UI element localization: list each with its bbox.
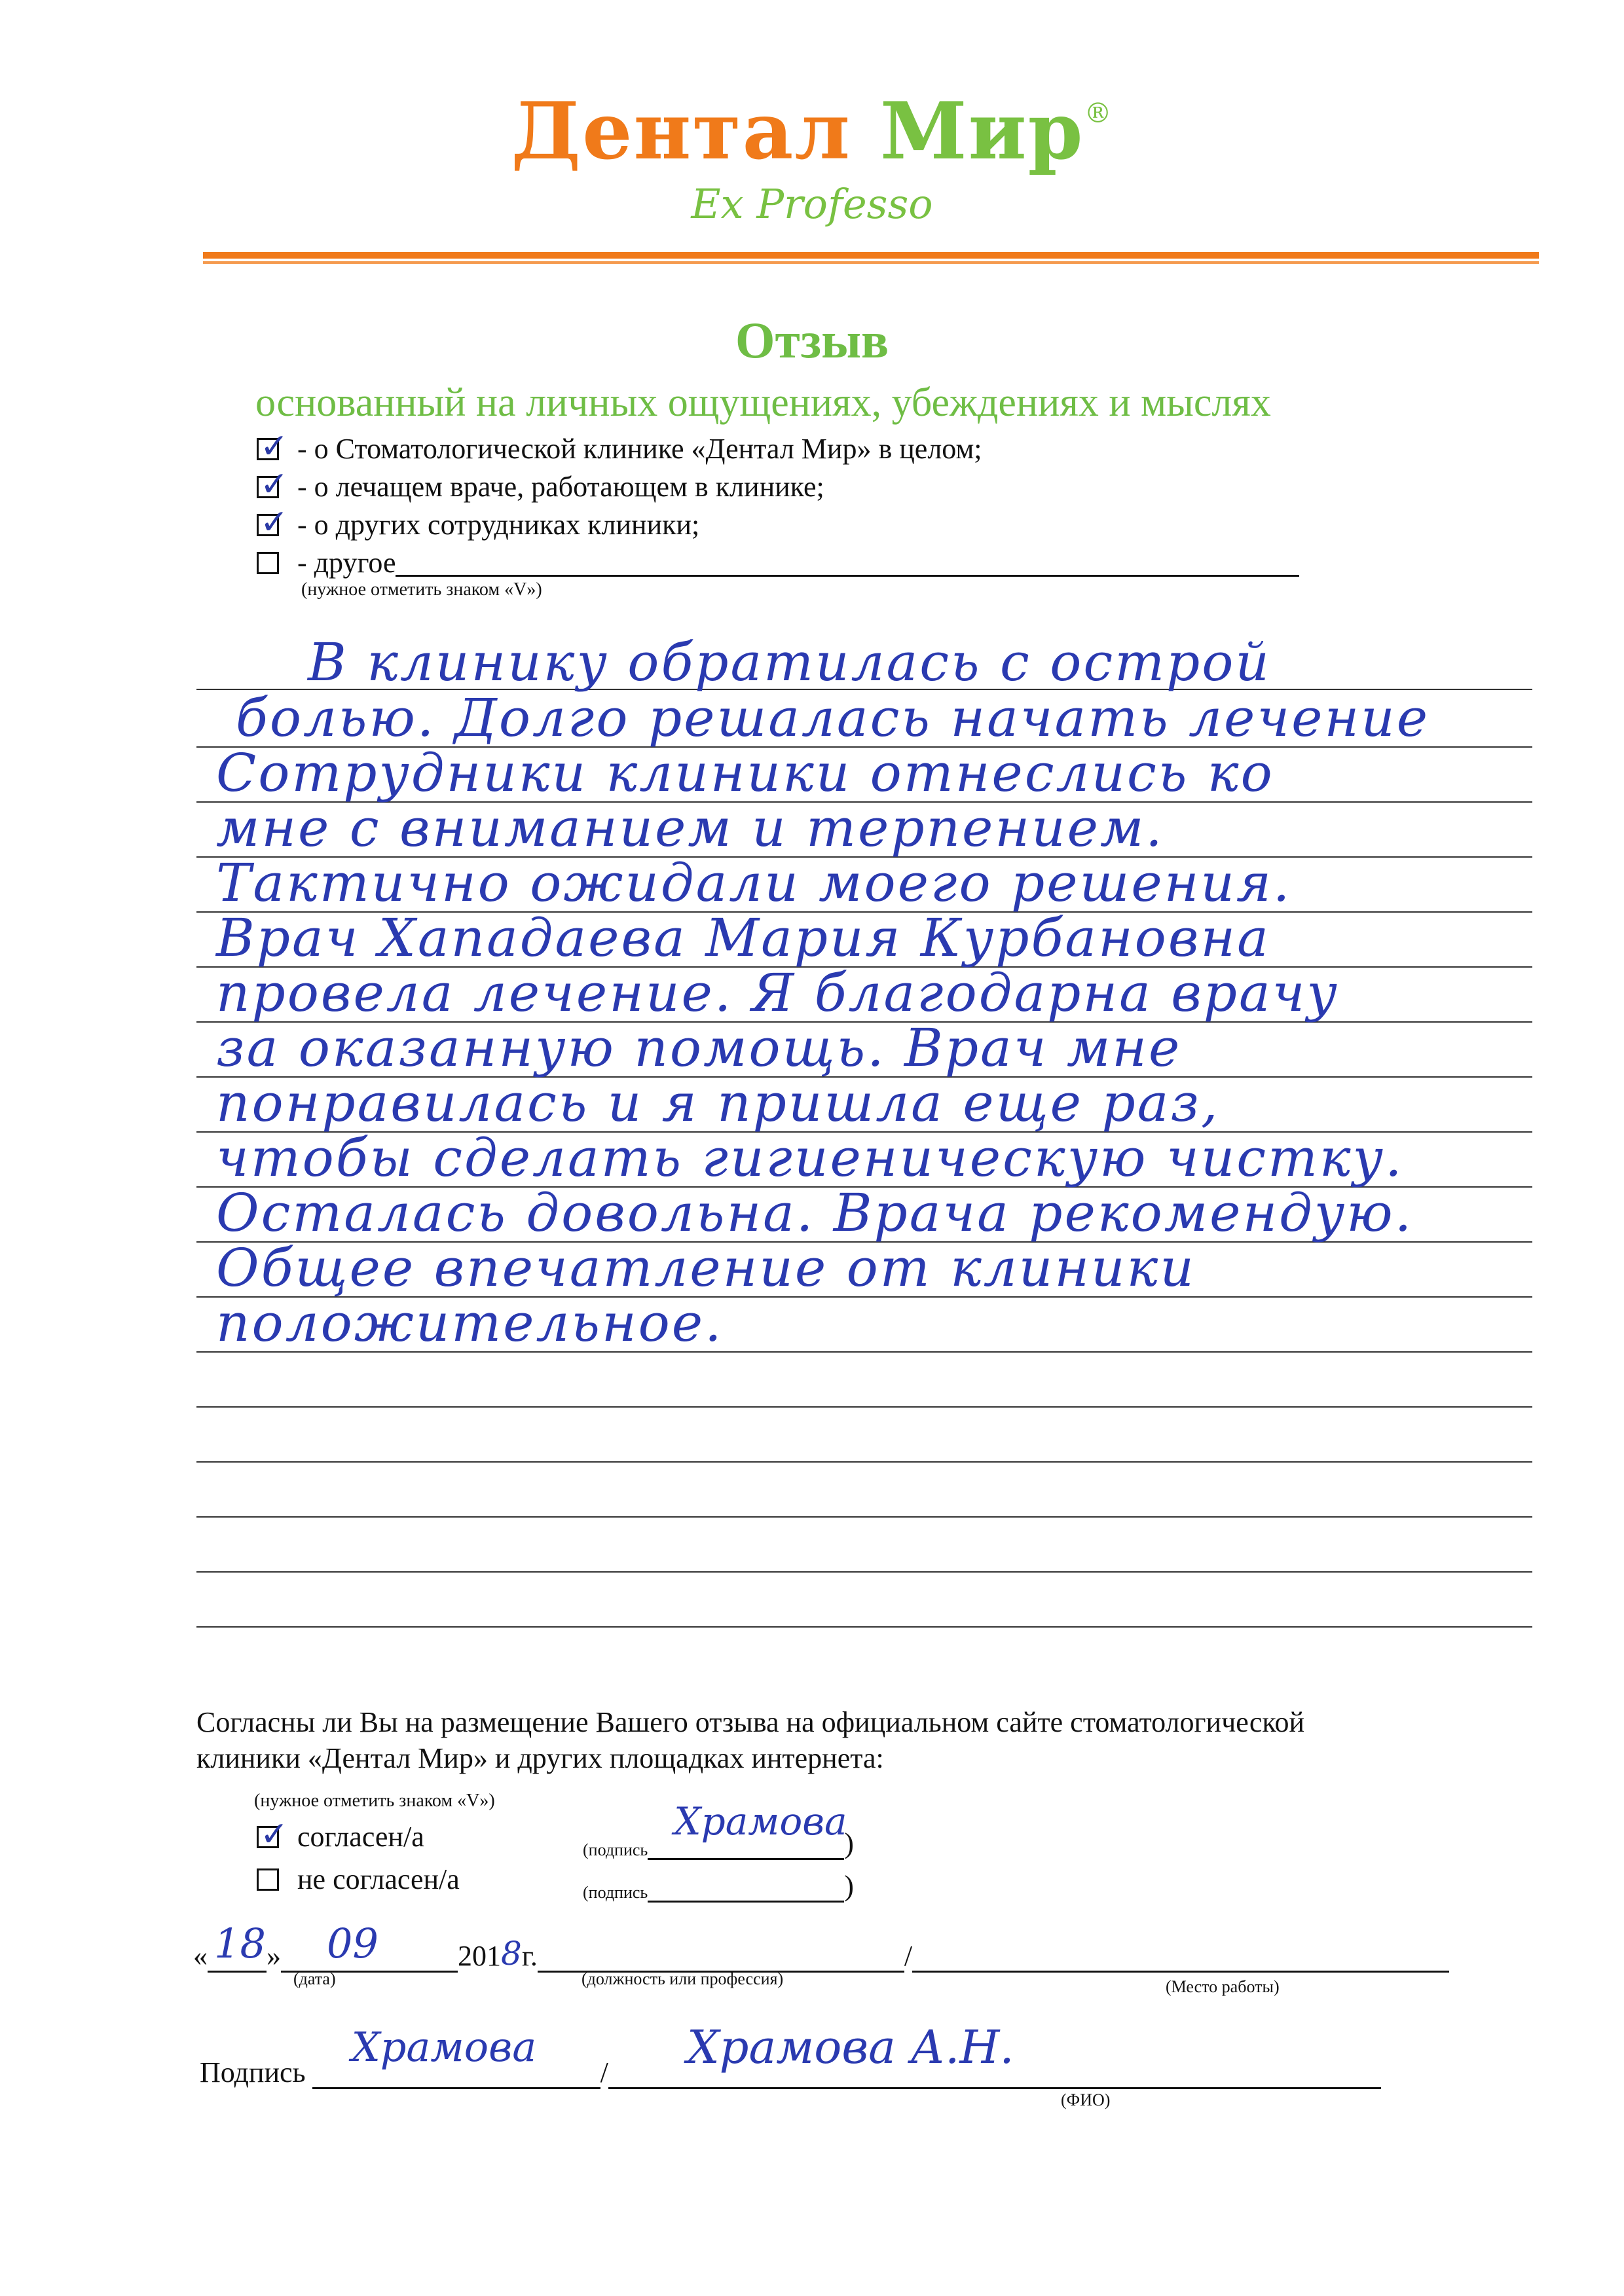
checkmark-icon: ✓ bbox=[260, 502, 289, 542]
handwritten-signature: Храмова bbox=[351, 2023, 537, 2071]
checkmark-icon: ✓ bbox=[260, 426, 289, 466]
ruled-line bbox=[196, 1626, 1532, 1628]
review-line: болью. Долго решалась начать лечение bbox=[236, 687, 1430, 748]
fio-caption: (ФИО) bbox=[1061, 2090, 1111, 2109]
disagree-checkbox[interactable] bbox=[257, 1868, 279, 1891]
date-row bbox=[193, 1920, 1449, 1973]
review-line: провела лечение. Я благодарна врачу bbox=[216, 962, 1339, 1023]
ruled-line bbox=[196, 1571, 1532, 1573]
fio-field[interactable] bbox=[608, 2020, 1381, 2089]
profession-field[interactable] bbox=[538, 1944, 904, 1973]
option-clinic bbox=[257, 426, 982, 466]
date-month-field[interactable] bbox=[281, 1920, 458, 1973]
workplace-field[interactable] bbox=[912, 1944, 1449, 1973]
review-line: за оказанную помощь. Врач мне bbox=[216, 1017, 1182, 1078]
year-digit: 8 bbox=[501, 1935, 522, 1973]
option-doctor-label: - о лечащем враче, работающем в клинике; bbox=[297, 471, 824, 503]
quote-open: « bbox=[193, 1940, 208, 1972]
option-staff-checkbox[interactable] bbox=[257, 502, 289, 542]
logo-word-left: Дентал bbox=[511, 85, 852, 177]
agree-signature: Храмова bbox=[674, 1799, 847, 1844]
checkmark-icon: ✓ bbox=[260, 1814, 289, 1854]
signature-row bbox=[200, 2020, 1381, 2089]
fio-value: Храмова А.Н. bbox=[686, 2020, 1014, 2074]
review-line: Сотрудники клиники отнеслись ко bbox=[216, 742, 1274, 803]
option-other-checkbox[interactable] bbox=[257, 552, 279, 574]
year-suffix: г. bbox=[521, 1940, 538, 1972]
signature-caption: (подпись bbox=[583, 1883, 648, 1902]
option-doctor bbox=[257, 464, 824, 504]
signature-caption: (подпись bbox=[583, 1840, 648, 1859]
review-line: В клинику обратилась с острой bbox=[308, 632, 1271, 693]
brand-logo bbox=[0, 85, 1624, 177]
form-title: Отзыв bbox=[735, 312, 889, 369]
sign-field[interactable] bbox=[312, 2023, 600, 2089]
review-line: положительное. bbox=[216, 1292, 724, 1353]
consent-question-line2: клиники «Дентал Мир» и других площадках интернета: bbox=[196, 1742, 884, 1774]
registered-mark: ® bbox=[1084, 97, 1113, 129]
header-divider bbox=[203, 252, 1539, 259]
agree-signature-line bbox=[648, 1799, 847, 1860]
ruled-line bbox=[196, 1516, 1532, 1518]
review-line: чтобы сделать гигиеническую чистку. bbox=[216, 1127, 1404, 1188]
review-line: Осталась довольна. Врача рекомендую. bbox=[216, 1182, 1414, 1243]
review-line: понравилась и я пришла еще раз, bbox=[216, 1072, 1220, 1133]
option-clinic-checkbox[interactable] bbox=[257, 426, 289, 466]
profession-caption: (должность или профессия) bbox=[581, 1969, 784, 1988]
mark-note: (нужное отметить знаком «V») bbox=[301, 579, 542, 600]
option-other-label: - другое bbox=[297, 547, 396, 579]
slash: / bbox=[904, 1940, 913, 1972]
date-day: 18 bbox=[214, 1920, 266, 1967]
year-prefix: 201 bbox=[458, 1940, 501, 1972]
workplace-caption: (Место работы) bbox=[1166, 1977, 1280, 1996]
ruled-line bbox=[196, 1406, 1532, 1408]
option-staff bbox=[257, 502, 700, 542]
disagree-label: не согласен/а bbox=[297, 1863, 460, 1895]
consent-note: (нужное отметить знаком «V») bbox=[254, 1791, 495, 1811]
date-caption: (дата) bbox=[293, 1969, 336, 1988]
ruled-line bbox=[196, 1461, 1532, 1463]
option-other-field[interactable] bbox=[396, 549, 1299, 577]
paren-close: ) bbox=[844, 1827, 854, 1859]
consent-question-line1: Согласны ли Вы на размещение Вашего отзыва на официальном сайте стоматологической bbox=[196, 1706, 1305, 1738]
option-clinic-label: - о Стоматологической клинике «Дентал Мир» в целом; bbox=[297, 433, 982, 465]
disagree-signature-field[interactable] bbox=[583, 1869, 854, 1903]
consent-agree bbox=[257, 1814, 424, 1854]
logo-word-right: Мир bbox=[879, 85, 1084, 177]
form-subtitle: основанный на личных ощущениях, убеждениях и мыслях bbox=[255, 380, 1271, 425]
logo-tagline: Ex Professo bbox=[691, 180, 933, 228]
review-line: Общее впечатление от клиники bbox=[216, 1237, 1196, 1298]
agree-checkbox[interactable] bbox=[257, 1814, 289, 1854]
review-line: мне с вниманием и терпением. bbox=[216, 797, 1164, 858]
option-doctor-checkbox[interactable] bbox=[257, 464, 289, 504]
date-month: 09 bbox=[327, 1920, 378, 1967]
date-day-field[interactable] bbox=[208, 1920, 267, 1973]
consent-disagree bbox=[257, 1863, 460, 1896]
header-divider-thin bbox=[203, 261, 1539, 264]
agree-signature-field[interactable] bbox=[583, 1799, 854, 1860]
option-other bbox=[257, 546, 1299, 579]
review-line: Врач Хападаева Мария Курбановна bbox=[216, 907, 1270, 968]
paren-close: ) bbox=[844, 1870, 854, 1902]
slash: / bbox=[600, 2056, 608, 2088]
sign-label: Подпись bbox=[200, 2056, 306, 2088]
option-staff-label: - о других сотрудниках клиники; bbox=[297, 509, 700, 541]
checkmark-icon: ✓ bbox=[260, 464, 289, 504]
quote-close: » bbox=[267, 1940, 281, 1972]
disagree-signature-line bbox=[648, 1874, 844, 1903]
agree-label: согласен/а bbox=[297, 1821, 424, 1853]
review-line: Тактично ожидали моего решения. bbox=[216, 852, 1292, 913]
